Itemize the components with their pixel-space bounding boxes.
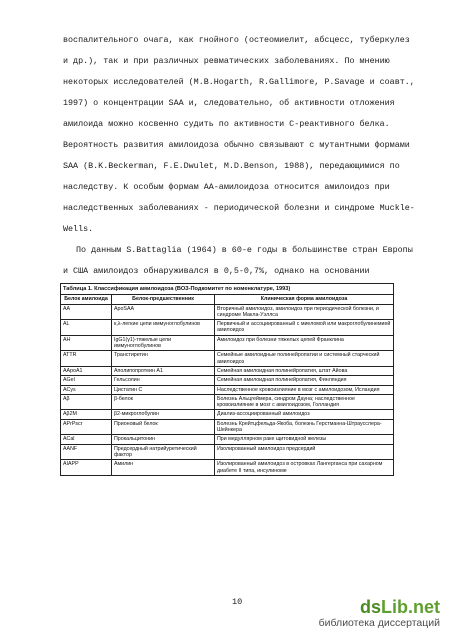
table-row <box>61 419 394 435</box>
cell-amyloid-protein: ACys <box>61 385 112 394</box>
cell-precursor-protein: Гельсолин <box>112 376 215 385</box>
table-row <box>61 304 394 320</box>
cell-clinical-form: Наследственное кровоизлияние в мозг с амилоидозом, Исландия <box>215 385 394 394</box>
cell-clinical-form: Изолированный амилоидоз в островках Лангерганса при сахарном диабете II типа, инсулиноме <box>215 460 394 476</box>
text-line: По данным S.Battaglia (1964) в 60-е годы в большинстве стран Европы <box>76 245 413 255</box>
table-row <box>61 385 394 394</box>
table-row <box>61 366 394 375</box>
watermark-subtitle: библиотека диссертаций <box>318 617 440 629</box>
cell-precursor-protein: β-белок <box>112 394 215 410</box>
cell-precursor-protein: β2-микроглобулин <box>112 410 215 419</box>
cell-amyloid-protein: ACal <box>61 435 112 444</box>
cell-amyloid-protein: AIAPP <box>61 460 112 476</box>
cell-amyloid-protein: AApoA1 <box>61 366 112 375</box>
table-row <box>61 351 394 367</box>
table-row <box>61 460 394 476</box>
cell-clinical-form: Изолированный амилоидоз предсердий <box>215 444 394 460</box>
watermark-brand-a: ds <box>359 597 381 617</box>
table-caption: Таблица 1. Классификация амилоидоза (ВОЗ-Подкомитет по номенклатуре, 1993) <box>61 284 394 295</box>
cell-amyloid-protein: Aβ <box>61 394 112 410</box>
header-clinical-form: Клиническая форма амилоидоза <box>215 295 394 304</box>
text-line: наследству. К особым формам АА-амилоидоза относится амилоидоз при <box>63 182 390 192</box>
text-line: Wells. <box>63 224 94 234</box>
cell-amyloid-protein: AH <box>61 335 112 351</box>
table-row <box>61 444 394 460</box>
cell-amyloid-protein: AL <box>61 320 112 336</box>
cell-clinical-form: Семейная амилоидная полинейропатия, Финляндия <box>215 376 394 385</box>
text-line: Вероятность развития амилоидоза обычно связывают с мутантными формами <box>63 140 410 150</box>
page-number: 10 <box>232 597 243 607</box>
table-row <box>61 335 394 351</box>
cell-amyloid-protein: ATTR <box>61 351 112 367</box>
amyloidosis-classification-table <box>60 283 393 476</box>
text-line: воспалительного очага, как гнойного (остеомиелит, абсцесс, туберкулез <box>63 35 410 45</box>
cell-precursor-protein: ApoSAA <box>112 304 215 320</box>
cell-precursor-protein: IgG1(γ1)-тяжелые цепи иммуноглобулинов <box>112 335 215 351</box>
cell-precursor-protein: Прокальцитонин <box>112 435 215 444</box>
cell-clinical-form: Семейная амилоидная полинейропатия, штат Айова <box>215 366 394 375</box>
cell-clinical-form: Диализ-ассоциированный амилоидоз <box>215 410 394 419</box>
table-row <box>61 394 394 410</box>
table-row <box>61 435 394 444</box>
cell-precursor-protein: Прионовый белок <box>112 419 215 435</box>
text-line: 1997) о концентрации SAA и, следовательно, об активности отложения <box>63 98 395 108</box>
text-line: амилоида можно косвенно судить по активности С-реактивного белка. <box>63 119 390 129</box>
header-amyloid-protein: Белок амилоида <box>61 295 112 304</box>
cell-precursor-protein: Аполипопротеин A1 <box>112 366 215 375</box>
cell-amyloid-protein: AANF <box>61 444 112 460</box>
cell-precursor-protein: Предсердный натрийуретический фактор <box>112 444 215 460</box>
cell-clinical-form: Семейные амилоидные полинейропатии и системный старческий амилоидоз <box>215 351 394 367</box>
text-line: и др.), так и при различных ревматических заболеваниях. По мнению <box>63 56 390 66</box>
text-line: некоторых исследователей (M.B.Hogarth, R.Gallimore, P.Savage и соавт., <box>63 77 415 87</box>
cell-amyloid-protein: APrPscr <box>61 419 112 435</box>
cell-clinical-form: При медуллярном раке щитовидной железы <box>215 435 394 444</box>
text-line: SAA (B.K.Beckerman, F.E.Dwulet, M.D.Benson, 1988), передающимися по <box>63 161 400 171</box>
watermark-logo <box>319 597 440 629</box>
cell-clinical-form: Болезнь Альцгеймера, синдром Дауна; наследственное кровоизлияние в мозг с амилоидозом, Голландия <box>215 394 394 410</box>
header-precursor-protein: Белок-предшественник <box>112 295 215 304</box>
cell-amyloid-protein: AGel <box>61 376 112 385</box>
table-row <box>61 320 394 336</box>
text-line: наследственных заболеваниях - периодической болезни и синдроме Muckle- <box>63 203 415 213</box>
cell-clinical-form: Вторичный амилоидоз, амилоидоз при периодической болезни, и синдроме Макла-Уэллса <box>215 304 394 320</box>
cell-clinical-form: Первичный и ассоциированный с миеломой или макроглобулинемией амилоидоз <box>215 320 394 336</box>
watermark-brand-b: Lib.net <box>381 597 440 617</box>
cell-clinical-form: Амилоидоз при болезни тяжелых цепей Франклина <box>215 335 394 351</box>
cell-precursor-protein: к,λ-легкие цепи иммуноглобулинов <box>112 320 215 336</box>
table-row <box>61 410 394 419</box>
table-row <box>61 376 394 385</box>
cell-amyloid-protein: Aβ2M <box>61 410 112 419</box>
cell-clinical-form: Болезнь Крейтцфельда-Якоба, болезнь Герстманна-Штраусслера-Шейнкера <box>215 419 394 435</box>
text-line: и США амилоидоз обнаруживался в 0,5-0,7%, однако на основании <box>63 266 370 276</box>
cell-precursor-protein: Цистатин C <box>112 385 215 394</box>
cell-amyloid-protein: AA <box>61 304 112 320</box>
cell-precursor-protein: Амилин <box>112 460 215 476</box>
cell-precursor-protein: Транстиретин <box>112 351 215 367</box>
